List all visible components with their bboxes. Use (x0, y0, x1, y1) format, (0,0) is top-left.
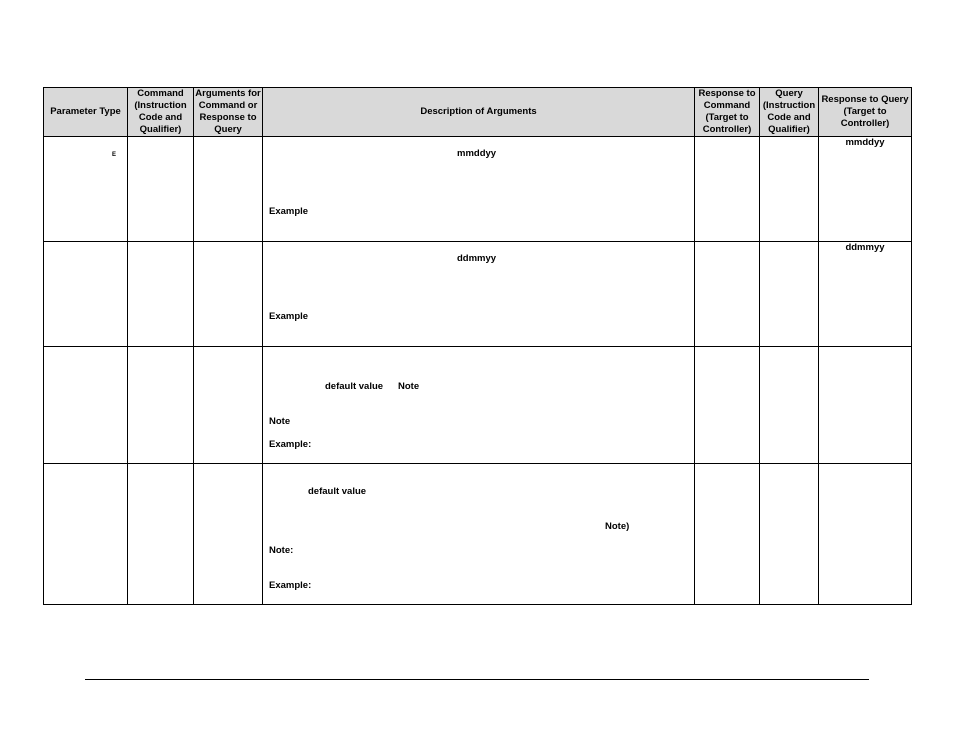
desc-example: Example: (269, 580, 312, 591)
desc-default-value: default value (325, 381, 384, 392)
desc-example: Example: (269, 439, 312, 450)
cell-parameter-type (44, 347, 128, 464)
cell-query (760, 137, 819, 242)
table-row (44, 347, 912, 464)
cell-arguments (194, 242, 263, 347)
table-row (44, 242, 912, 347)
header-row (44, 88, 912, 137)
cell-response-command (695, 464, 760, 605)
cell-response-command (695, 347, 760, 464)
cell-parameter-type (44, 242, 128, 347)
cell-query (760, 242, 819, 347)
footer-divider (85, 679, 869, 680)
cell-response-command (695, 137, 760, 242)
cell-parameter-type (44, 464, 128, 605)
parameter-mark: E (112, 152, 117, 158)
header-parameter-type: Parameter Type (44, 88, 128, 137)
header-command: Command (Instruction Code and Qualifier) (128, 88, 194, 137)
command-table (43, 87, 912, 605)
response-query-format: mmddyy (845, 137, 885, 148)
cell-response-query (819, 464, 912, 605)
cell-query (760, 464, 819, 605)
header-response-to-command: Response to Command (Target to Controller) (695, 88, 760, 137)
cell-parameter-type (44, 137, 128, 242)
cell-arguments (194, 137, 263, 242)
cell-response-query (819, 137, 912, 242)
header-query: Query (Instruction Code and Qualifier) (760, 88, 819, 137)
cell-response-command (695, 242, 760, 347)
header-response-to-query: Response to Query (Target to Controller) (819, 88, 912, 137)
cell-response-query (819, 347, 912, 464)
desc-example: Example (269, 311, 309, 322)
cell-command (128, 347, 194, 464)
cell-description (263, 137, 695, 242)
desc-format: ddmmyy (457, 253, 497, 264)
table-row (44, 137, 912, 242)
table-row (44, 464, 912, 605)
cell-arguments (194, 464, 263, 605)
cell-command (128, 464, 194, 605)
desc-note-ref: Note (398, 381, 420, 392)
header-arguments: Arguments for Command or Response to Query (195, 88, 261, 135)
cell-command (128, 137, 194, 242)
cell-description (263, 464, 695, 605)
cell-response-query (819, 242, 912, 347)
desc-note: Note: (269, 545, 294, 556)
header-description: Description of Arguments (263, 88, 695, 137)
desc-example: Example (269, 206, 309, 217)
cell-description (263, 347, 695, 464)
cell-command (128, 242, 194, 347)
desc-default-value: default value (308, 486, 367, 497)
desc-note: Note (269, 416, 291, 427)
desc-note-ref: Note) (605, 521, 630, 532)
cell-query (760, 347, 819, 464)
desc-format: mmddyy (457, 148, 497, 159)
cell-description (263, 242, 695, 347)
cell-arguments (194, 347, 263, 464)
response-query-format: ddmmyy (845, 242, 885, 253)
